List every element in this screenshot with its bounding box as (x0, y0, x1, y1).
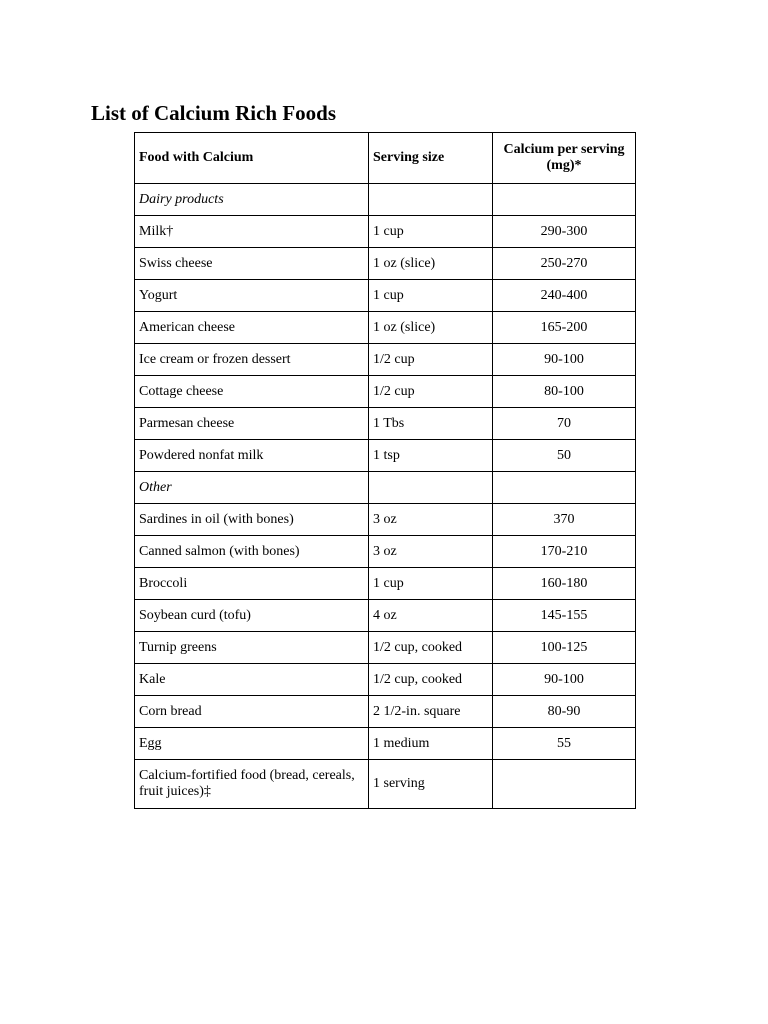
table-row (135, 408, 636, 440)
cell-serving: 1 cup (369, 568, 493, 600)
cell-calcium: 80-100 (493, 376, 636, 408)
table-row (135, 376, 636, 408)
cell-serving: 2 1/2-in. square (369, 696, 493, 728)
cell-food: Other (135, 472, 369, 504)
table-row (135, 728, 636, 760)
cell-calcium: 50 (493, 440, 636, 472)
table-row (135, 760, 636, 809)
cell-serving: 1 serving (369, 760, 493, 809)
cell-serving: 1 medium (369, 728, 493, 760)
cell-calcium: 160-180 (493, 568, 636, 600)
cell-food: Turnip greens (135, 632, 369, 664)
table-row (135, 696, 636, 728)
cell-food: Milk† (135, 216, 369, 248)
cell-food: Ice cream or frozen dessert (135, 344, 369, 376)
cell-serving (369, 184, 493, 216)
cell-calcium: 70 (493, 408, 636, 440)
table-row (135, 248, 636, 280)
cell-calcium (493, 760, 636, 809)
table-row (135, 568, 636, 600)
cell-serving: 1 cup (369, 280, 493, 312)
header-calcium: Calcium per serving (mg)* (493, 133, 636, 184)
table-row (135, 216, 636, 248)
table-row-category (135, 184, 636, 216)
table-row (135, 504, 636, 536)
cell-serving: 1 oz (slice) (369, 312, 493, 344)
cell-calcium: 90-100 (493, 344, 636, 376)
calcium-foods-table (134, 132, 636, 809)
cell-serving: 1 Tbs (369, 408, 493, 440)
cell-food: Kale (135, 664, 369, 696)
cell-calcium: 370 (493, 504, 636, 536)
cell-food: Powdered nonfat milk (135, 440, 369, 472)
table-row (135, 344, 636, 376)
table-row (135, 536, 636, 568)
cell-food: Calcium-fortified food (bread, cereals, fruit juices)‡ (135, 760, 369, 809)
cell-food: Yogurt (135, 280, 369, 312)
cell-serving: 1/2 cup (369, 344, 493, 376)
cell-food: Parmesan cheese (135, 408, 369, 440)
table-row-category (135, 472, 636, 504)
cell-calcium: 90-100 (493, 664, 636, 696)
cell-food: Dairy products (135, 184, 369, 216)
cell-serving: 1/2 cup, cooked (369, 632, 493, 664)
cell-food: Soybean curd (tofu) (135, 600, 369, 632)
table-row (135, 312, 636, 344)
table-header-row (135, 133, 636, 184)
cell-calcium: 250-270 (493, 248, 636, 280)
cell-food: American cheese (135, 312, 369, 344)
cell-calcium (493, 472, 636, 504)
cell-food: Swiss cheese (135, 248, 369, 280)
cell-serving: 3 oz (369, 504, 493, 536)
cell-serving: 1 tsp (369, 440, 493, 472)
cell-calcium: 290-300 (493, 216, 636, 248)
cell-food: Broccoli (135, 568, 369, 600)
cell-food: Sardines in oil (with bones) (135, 504, 369, 536)
cell-food: Egg (135, 728, 369, 760)
cell-calcium: 240-400 (493, 280, 636, 312)
cell-serving: 1 oz (slice) (369, 248, 493, 280)
cell-food: Corn bread (135, 696, 369, 728)
cell-calcium (493, 184, 636, 216)
table-row (135, 632, 636, 664)
cell-serving (369, 472, 493, 504)
page-title: List of Calcium Rich Foods (91, 101, 337, 125)
cell-calcium: 170-210 (493, 536, 636, 568)
cell-food: Canned salmon (with bones) (135, 536, 369, 568)
cell-calcium: 55 (493, 728, 636, 760)
cell-calcium: 145-155 (493, 600, 636, 632)
cell-calcium: 80-90 (493, 696, 636, 728)
table-row (135, 440, 636, 472)
table-row (135, 664, 636, 696)
cell-serving: 4 oz (369, 600, 493, 632)
cell-serving: 1/2 cup (369, 376, 493, 408)
header-food: Food with Calcium (135, 133, 369, 184)
table-row (135, 280, 636, 312)
header-serving-size: Serving size (369, 133, 493, 184)
cell-serving: 1/2 cup, cooked (369, 664, 493, 696)
table-row (135, 600, 636, 632)
cell-calcium: 165-200 (493, 312, 636, 344)
cell-food: Cottage cheese (135, 376, 369, 408)
cell-serving: 3 oz (369, 536, 493, 568)
cell-calcium: 100-125 (493, 632, 636, 664)
cell-serving: 1 cup (369, 216, 493, 248)
